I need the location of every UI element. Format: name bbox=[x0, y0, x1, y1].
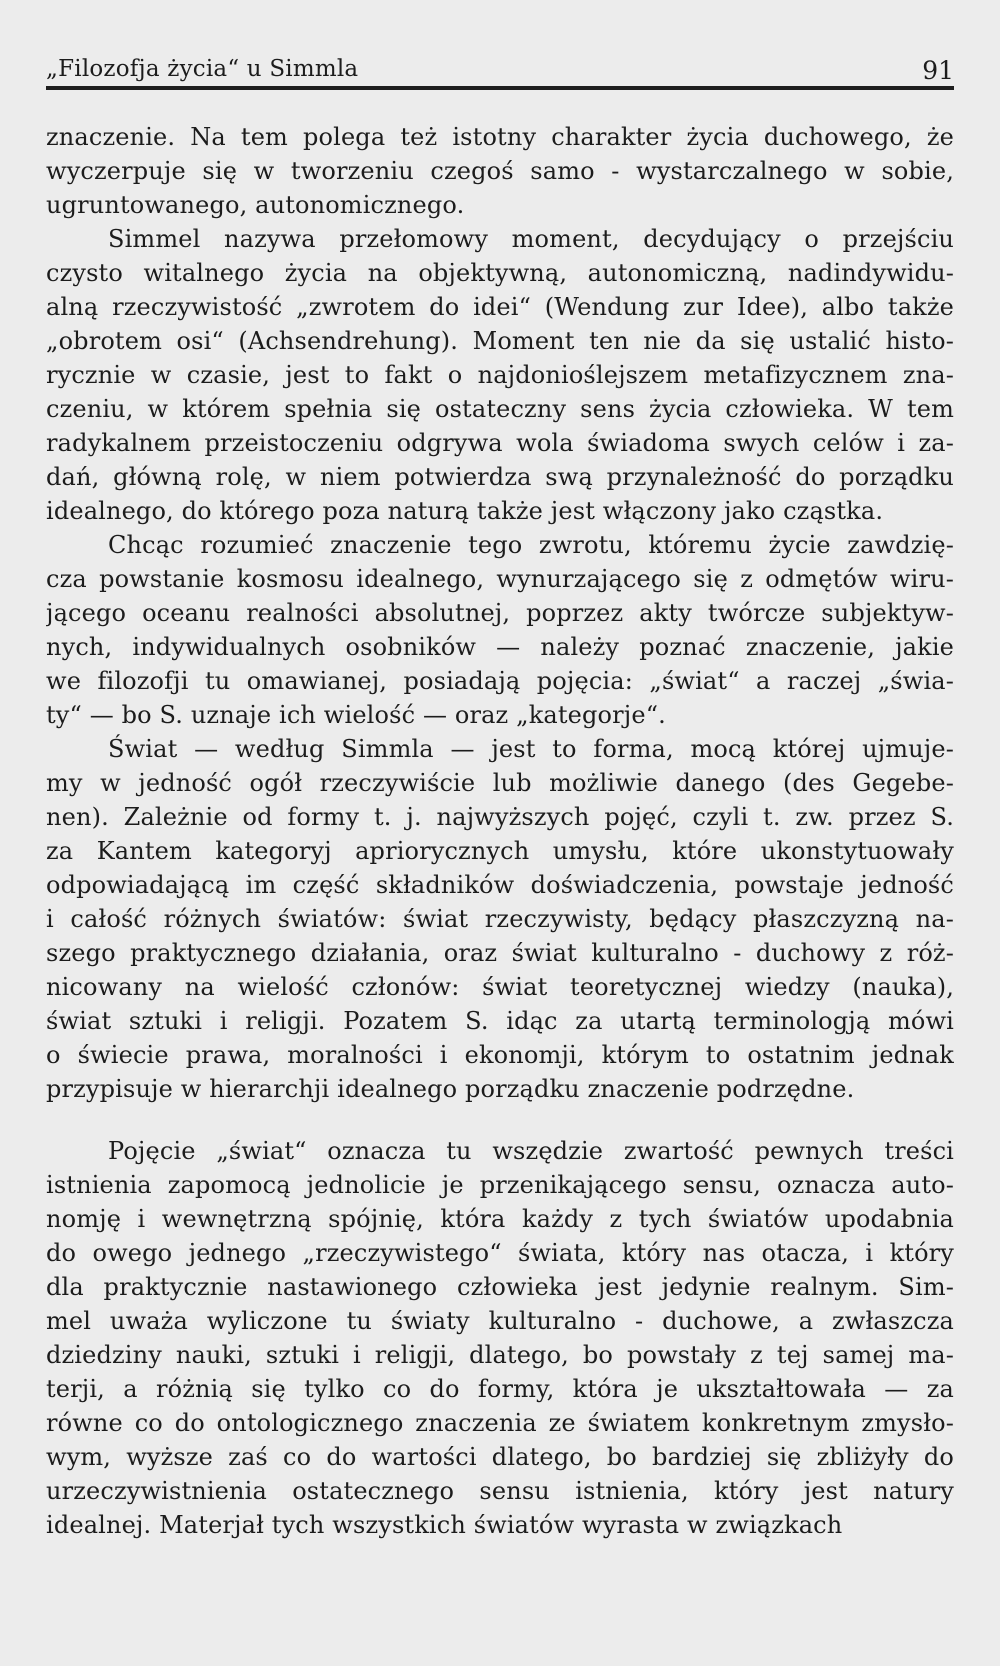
text-line: jącego oceanu realności absolutnej, poprzez akty twórcze subjektyw- bbox=[46, 599, 954, 627]
text-line: „obrotem osi“ (Achsendrehung). Moment ten nie da się ustalić histo- bbox=[46, 327, 954, 355]
text-line: dań, główną rolę, w niem potwierdza swą przynależność do porządku bbox=[46, 463, 954, 491]
header-rule bbox=[46, 86, 954, 90]
text-line: wym, wyższe zaś co do wartości dlatego, bo bardziej się zbliżyły do bbox=[46, 1443, 954, 1471]
text-line: o świecie prawa, moralności i ekonomji, którym to ostatnim jednak bbox=[46, 1041, 954, 1069]
text-line: odpowiadającą im część składników doświadczenia, powstaje jedność bbox=[46, 871, 954, 899]
text-line: nomję i wewnętrzną spójnię, która każdy z tych światów upodabnia bbox=[46, 1205, 954, 1233]
text-line: świat sztuki i religji. Pozatem S. idąc za utartą terminologją mówi bbox=[46, 1007, 954, 1035]
text-line: Pojęcie „świat“ oznacza tu wszędzie zwartość pewnych treści bbox=[108, 1137, 954, 1165]
text-line: alną rzeczywistość „zwrotem do idei“ (Wendung zur Idee), albo także bbox=[46, 293, 954, 321]
text-line: Świat — według Simmla — jest to forma, mocą której ujmuje- bbox=[108, 735, 954, 763]
text-line: wyczerpuje się w tworzeniu czegoś samo - wystarczalnego w sobie, bbox=[46, 157, 954, 185]
text-line: dla praktycznie nastawionego człowieka jest jedynie realnym. Sim- bbox=[46, 1273, 954, 1301]
paragraph bbox=[46, 222, 954, 528]
text-line: znaczenie. Na tem polega też istotny charakter życia duchowego, że bbox=[46, 123, 954, 151]
text-line: nicowany na wielość członów: świat teoretycznej wiedzy (nauka), bbox=[46, 973, 954, 1001]
text-line: rycznie w czasie, jest to fakt o najdonioślejszem metafizycznem zna- bbox=[46, 361, 954, 389]
paragraph bbox=[46, 1134, 954, 1542]
text-line: Simmel nazywa przełomowy moment, decydujący o przejściu bbox=[108, 225, 954, 253]
text-line: dziedziny nauki, sztuki i religji, dlatego, bo powstały z tej samej ma- bbox=[46, 1341, 954, 1369]
text-line: my w jedność ogół rzeczywiście lub możliwie danego (des Gegebe- bbox=[46, 769, 954, 797]
page-number: 91 bbox=[922, 56, 954, 85]
text-line: idealnej. Materjał tych wszystkich światów wyrasta w związkach bbox=[46, 1511, 843, 1539]
running-title: „Filozofja życia“ u Simmla bbox=[46, 56, 359, 82]
paragraph bbox=[46, 120, 954, 222]
text-line: ty“ — bo S. uznaje ich wielość — oraz „kategorje“. bbox=[46, 701, 666, 729]
text-line: i całość różnych światów: świat rzeczywisty, będący płaszczyzną na- bbox=[46, 905, 954, 933]
text-line: nen). Zależnie od formy t. j. najwyższych pojęć, czyli t. zw. przez S. bbox=[46, 803, 954, 831]
text-line: idealnego, do którego poza naturą także jest włączony jako cząstka. bbox=[46, 497, 884, 525]
paragraph bbox=[46, 528, 954, 732]
text-line: we filozofji tu omawianej, posiadają pojęcia: „świat“ a raczej „świa- bbox=[46, 667, 954, 695]
text-line: czysto witalnego życia na objektywną, autonomiczną, nadindywidu- bbox=[46, 259, 954, 287]
text-line: czeniu, w którem spełnia się ostateczny sens życia człowieka. W tem bbox=[46, 395, 954, 423]
text-line: urzeczywistnienia ostatecznego sensu istnienia, który jest natury bbox=[46, 1477, 954, 1505]
text-line: mel uważa wyliczone tu światy kulturalno - duchowe, a zwłaszcza bbox=[46, 1307, 954, 1335]
text-line: ugruntowanego, autonomicznego. bbox=[46, 191, 465, 219]
running-head bbox=[46, 44, 954, 84]
text-line: terji, a różnią się tylko co do formy, która je ukształtowała — za bbox=[46, 1375, 954, 1403]
text-line: istnienia zapomocą jednolicie je przenikającego sensu, oznacza auto- bbox=[46, 1171, 954, 1199]
text-line: szego praktycznego działania, oraz świat kulturalno - duchowy z róż- bbox=[46, 939, 954, 967]
text-line: Chcąc rozumieć znaczenie tego zwrotu, któremu życie zawdzię- bbox=[108, 531, 954, 559]
paragraph bbox=[46, 732, 954, 1106]
text-line: za Kantem kategoryj apriorycznych umysłu, które ukonstytuowały bbox=[46, 837, 954, 865]
text-line: cza powstanie kosmosu idealnego, wynurzającego się z odmętów wiru- bbox=[46, 565, 954, 593]
text-line: radykalnem przeistoczeniu odgrywa wola świadoma swych celów i za- bbox=[46, 429, 954, 457]
text-line: nych, indywidualnych osobników — należy poznać znaczenie, jakie bbox=[46, 633, 954, 661]
text-line: przypisuje w hierarchji idealnego porządku znaczenie podrzędne. bbox=[46, 1075, 855, 1103]
text-line: równe co do ontologicznego znaczenia ze światem konkretnym zmysło- bbox=[46, 1409, 954, 1437]
text-line: do owego jednego „rzeczywistego“ świata, który nas otacza, i który bbox=[46, 1239, 954, 1267]
body-text bbox=[46, 120, 954, 1542]
